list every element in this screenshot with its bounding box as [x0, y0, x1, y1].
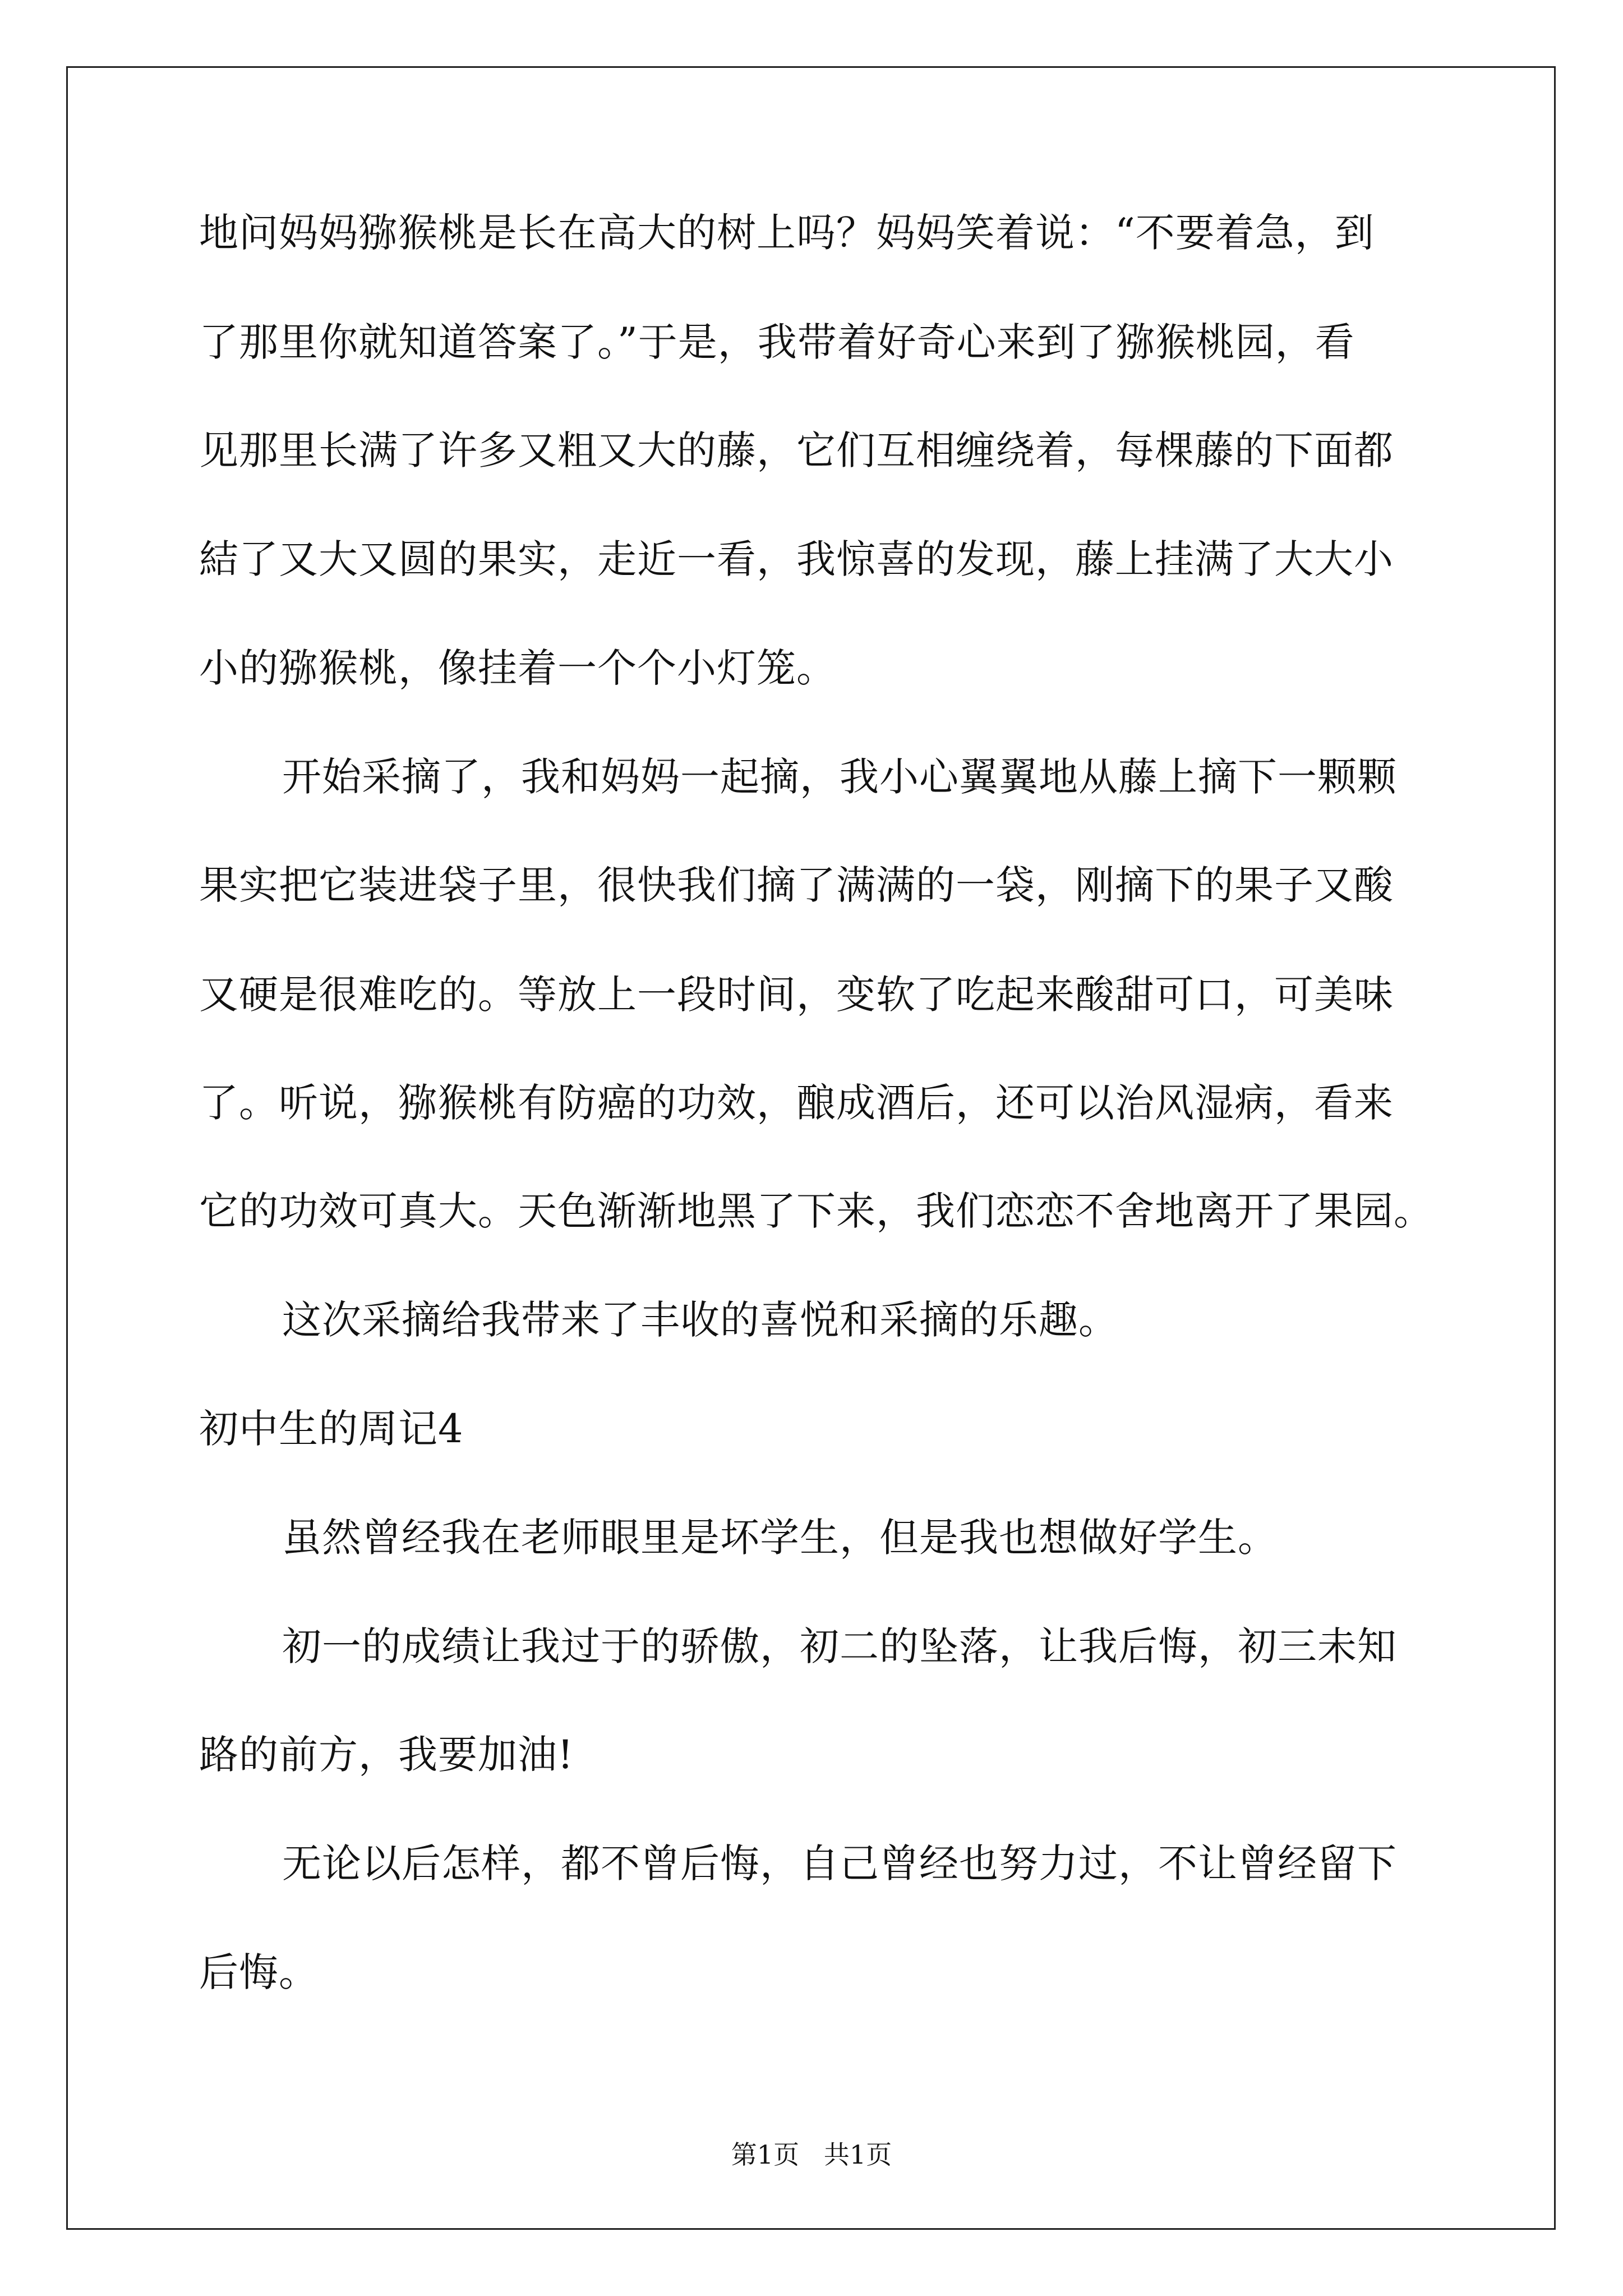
- page-number-footer: 第1页 共1页: [731, 2139, 892, 2170]
- text-line: 了。听说，猕猴桃有防癌的功效，酿成酒后，还可以治风湿病，看来: [199, 1080, 1394, 1126]
- text-line: 果实把它装进袋子里，很快我们摘了满满的一袋，刚摘下的果子又酸: [199, 862, 1394, 908]
- paragraph-start-line: 这次采摘给我带来了丰收的喜悦和采摘的乐趣。: [282, 1297, 1118, 1343]
- section-heading: 初中生的周记4: [199, 1406, 464, 1452]
- text-line: 路的前方，我要加油!: [199, 1732, 574, 1778]
- text-line: 小的猕猴桃，像挂着一个个小灯笼。: [199, 645, 836, 691]
- text-line: 后悔。: [199, 1949, 319, 1995]
- text-line: 了那里你就知道答案了。”于是，我带着好奇心来到了猕猴桃园，看: [199, 319, 1355, 365]
- text-line: 地问妈妈猕猴桃是长在高大的树上吗？妈妈笑着说：“不要着急，到: [199, 210, 1375, 256]
- text-line: 见那里长满了许多又粗又大的藤，它们互相缠绕着，每棵藤的下面都: [199, 427, 1394, 473]
- text-line: 又硬是很难吃的。等放上一段时间，变软了吃起来酸甜可口，可美味: [199, 972, 1394, 1018]
- paragraph-start-line: 无论以后怎样，都不曾后悔，自己曾经也努力过，不让曾经留下: [282, 1841, 1397, 1887]
- paragraph-start-line: 初一的成绩让我过于的骄傲，初二的坠落，让我后悔，初三未知: [282, 1623, 1397, 1669]
- text-line: 結了又大又圆的果实，走近一看，我惊喜的发现，藤上挂满了大大小: [199, 536, 1394, 582]
- text-line: 它的功效可真大。天色渐渐地黑了下来，我们恋恋不舍地离开了果园。: [199, 1188, 1433, 1234]
- paragraph-start-line: 开始采摘了，我和妈妈一起摘，我小心翼翼地从藤上摘下一颗颗: [282, 754, 1397, 800]
- paragraph-start-line: 虽然曾经我在老师眼里是坏学生，但是我也想做好学生。: [282, 1515, 1278, 1561]
- page-border: [66, 66, 1556, 2230]
